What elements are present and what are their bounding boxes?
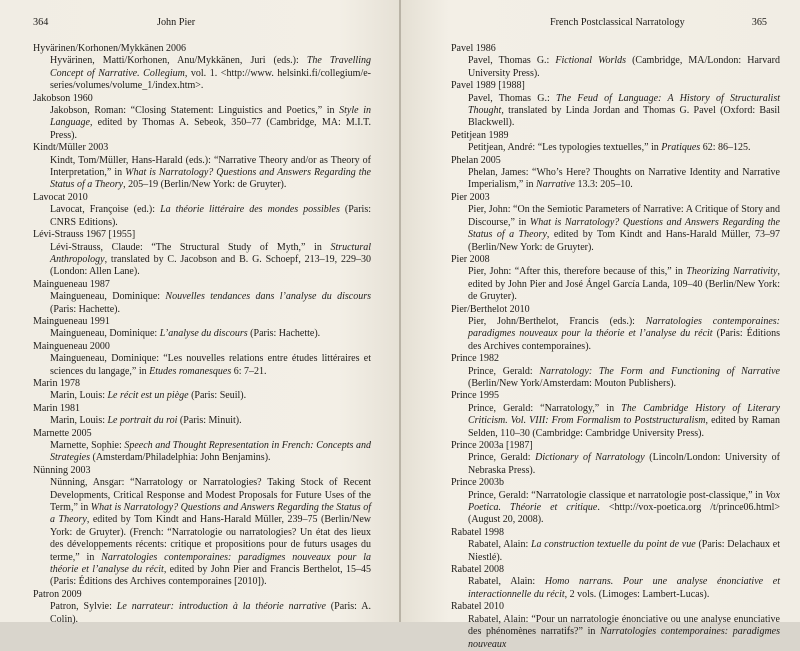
italic-title: Structural Anthropology [50,241,371,265]
italic-title: Homo narrans. Pour une analyse énonciative et interactionnelle du récit [468,576,780,600]
reference-text: , edited by Tom Kindt and Hans-Harald Müller, 73–97 (Berlin/New York: de Gruyter). [468,229,780,253]
entry-key: Prince 1995 [451,390,500,402]
reference-text: (Paris: Hachette). [50,303,120,315]
reference-text: , edited by Tom Kindt and Hans-Harald Müller, 239–75 (Berlin/New York: de Gruyter). (French: “Narratologie ou narratologies? Un état des lieux des développements récents: critique et propositions pour de futurs usages du terme,” in [50,514,371,563]
entry-key: Phelan 2005 [451,154,501,166]
italic-title: Theorizing Narrativity [686,266,778,278]
entry-reference [50,55,371,92]
italic-title: What is Narratology? Questions and Answers Regarding the Status of a Theory [50,502,371,526]
reference-text: (Lincoln/London: University of Nebraska Press). [468,452,780,476]
reference-text: Prince, Gerald: [468,365,540,377]
entry-reference [468,266,780,303]
entry-reference [468,366,780,391]
bibliography-entry [33,316,371,341]
bibliography-entry [451,192,780,254]
entry-reference [50,204,371,229]
entry-reference [468,576,780,601]
reference-text: Rabatel, Alain: [468,576,545,588]
reference-text: Phelan, James: “Who’s Here? Thoughts on Narrative Identity and Narrative Imperialism,” in [468,167,780,191]
entry-key: Prince 1982 [451,353,500,365]
entry-reference [468,490,780,527]
entry-key: Marin 1978 [33,377,80,389]
bibliography-entry [33,142,371,192]
reference-text: Marin, Louis: [50,390,108,402]
entry-reference [468,167,780,192]
italic-title: Le portrait du roi [107,415,178,427]
entry-reference [50,155,371,192]
entry-key: Maingueneau 1987 [33,278,110,290]
reference-text: (Cambridge, MA/London: Harvard University Press). [468,55,780,79]
bibliography-entry [451,80,780,130]
entry-reference [50,105,371,142]
bibliography-list [33,43,371,626]
italic-title: The Feud of Language: A History of Structuralist Thought [468,92,780,117]
reference-text: (Paris: Éditions des Archives contemporaines). [468,328,780,352]
bibliography-entry [33,192,371,229]
italic-title: Narratologies contemporaines: paradigmes nouveaux [468,626,780,650]
reference-text: Prince, Gerald: [468,452,536,464]
reference-text: (Paris: Seuil). [188,390,247,402]
italic-title: Narratology: The Form and Functioning of Narrative [539,365,780,377]
italic-title: What is Narratology? Questions and Answers Regarding the Status of a Theory [50,167,371,191]
bibliography-entry [451,304,780,354]
reference-text: Pier, John: “After this, therefore because of this,” in [468,266,687,278]
entry-key: Marnette 2005 [33,427,92,439]
reference-text: Lavocat, Françoise (ed.): [50,204,161,216]
reference-text: , vol. 1. <http://www. helsinki.fi/collegium/e-series/volumes/volume_1/index.htm>. [50,67,371,92]
reference-text: Patron, Sylvie: [50,601,117,613]
entry-key: Lévi-Strauss 1967 [1955] [33,229,136,241]
entry-reference [50,390,371,402]
entry-key: Pavel 1986 [451,43,496,54]
right-page [401,0,800,650]
bibliography-entry [451,440,780,477]
entry-reference [468,452,780,477]
bibliography-entry [451,353,780,390]
entry-reference [468,614,780,651]
bibliography-entry [451,477,780,527]
reference-text: 6: 7–21. [231,365,267,377]
bibliography-list [451,43,780,651]
running-head-title: French Postclassical Narratology [550,17,685,28]
reference-text: Lévi-Strauss, Claude: “The Structural Study of Myth,” in [50,241,331,253]
reference-text: , edited by Raman Selden, 110–30 (Cambridge: Cambridge University Press). [468,415,780,439]
bibliography-entry [33,465,371,589]
entry-key: Marin 1981 [33,402,80,414]
italic-title: Etudes romanesques [149,365,232,377]
entry-key: Petitjean 1989 [451,129,509,141]
reference-text: Maingueneau, Dominique: [50,328,160,340]
italic-title: Speech and Thought Representation in French: Concepts and Strategies [50,440,371,464]
entry-reference [468,142,780,154]
left-running-head [33,16,366,30]
entry-key: Pavel 1989 [1988] [451,80,525,92]
reference-text: Rabatel, Alain: “Pour un narratologie énonciative ou une analyse enunciative des phénomènes narratifs?” in [468,613,780,638]
bibliography-entry [33,229,371,279]
reference-text: , 205–19 (Berlin/New York: de Gruyter). [123,179,287,191]
entry-key: Pier 2003 [451,191,490,203]
entry-reference [468,539,780,564]
bibliography-entry [33,589,371,626]
entry-reference [468,93,780,130]
reference-text: Pavel, Thomas G.: [468,55,556,67]
entry-reference [50,328,371,340]
entry-key: Pier 2008 [451,253,490,265]
entry-key: Patron 2009 [33,588,82,600]
entry-reference [468,55,780,80]
bibliography-entry [33,403,371,428]
entry-reference [50,353,371,378]
bibliography-entry [451,254,780,304]
reference-text: Pavel, Thomas G.: [468,92,557,104]
bibliography-entry [451,155,780,192]
reference-text: Pier, John/Berthelot, Francis (eds.): [468,315,646,327]
bibliography-entry [33,93,371,143]
italic-title: Narratologies contemporaines: paradigmes nouveaux pour la théorie et l’analyse du récit [50,551,371,576]
bibliography-entry [33,378,371,403]
italic-title: What is Narratology? Questions and Answers Regarding the Status of a Theory [468,216,780,241]
reference-text: Marnette, Sophie: [50,440,125,451]
reference-text: (Paris: Delachaux et Niestlé). [468,539,780,563]
entry-reference [50,477,371,589]
entry-key: Pier/Berthelot 2010 [451,303,530,315]
italic-title: L’analyse du discours [159,328,248,340]
reference-text: 13.3: 205–10. [574,179,633,191]
reference-text: (Amsterdam/Philadelphia: John Benjamins). [90,452,271,464]
reference-text: , translated by C. Jacobson and B. G. Schoepf, 213–19, 229–30 (London: Allen Lane). [50,253,371,278]
reference-text: (Paris: Minuit). [177,415,242,427]
reference-text: , translated by Linda Jordan and Thomas G. Pavel (Oxford: Basil Blackwell). [468,105,780,129]
entry-reference [50,242,371,279]
italic-title: Style in Language [50,105,371,129]
reference-text: Pier, John: “On the Semiotic Parameters of Narrative: A Critique of Story and Discourse,” in [468,204,780,228]
bibliography-entry [451,601,780,651]
bibliography-entry [451,43,780,80]
entry-reference [468,204,780,254]
reference-text: Prince, Gerald: “Narratology,” in [468,402,622,414]
italic-title: Vox Poetica. Théorie et critique [468,489,780,514]
bibliography-entry [451,130,780,155]
bibliography-entry [33,279,371,316]
page-number: 364 [33,17,49,28]
reference-text: 62: 86–125. [700,142,751,154]
entry-key: Hyvärinen/Korhonen/Mykkänen 2006 [33,43,187,54]
bibliography-entry [33,43,371,93]
italic-title: Le narrateur: introduction à la théorie narrative [116,601,326,613]
reference-text: Marin, Louis: [50,415,108,427]
reference-text: Hyvärinen, Matti/Korhonen, Anu/Mykkänen, Juri (eds.): [50,55,307,67]
entry-reference [50,291,371,316]
italic-title: The Travelling Concept of Narrative. Collegium [50,55,371,79]
right-running-head [434,16,767,30]
entry-key: Rabatel 2008 [451,564,505,576]
entry-key: Maingueneau 1991 [33,315,110,327]
reference-text: , edited by John Pier and Francis Berthelot, 15–45 (Paris: Éditions des Archives contemporaines [2010]). [50,564,371,588]
reference-text: , 2 vols. (Limoges: Lambert-Lucas). [564,588,710,600]
page-number: 365 [751,17,767,28]
entry-reference [50,415,371,427]
bibliography-entry [33,341,371,378]
reference-text: Rabatel, Alain: [468,539,531,551]
italic-title: Dictionary of Narratology [535,452,645,464]
reference-text: (Paris: CNRS Editions). [50,204,372,228]
entry-key: Maingueneau 2000 [33,340,110,352]
bibliography-entry [451,564,780,601]
entry-reference [468,403,780,440]
reference-text: (Berlin/New York/Amsterdam: Mouton Publishers). [468,377,677,389]
italic-title: Narrative [536,179,575,191]
left-page [0,0,399,625]
entry-key: Kindt/Müller 2003 [33,142,109,154]
entry-reference [468,316,780,353]
bibliography-entry [451,527,780,564]
entry-key: Lavocat 2010 [33,191,88,203]
italic-title: La théorie littéraire des mondes possibles [160,204,340,216]
reference-text: Maingueneau, Dominique: “Les nouvelles relations entre études littéraires et sciences du langage,” in [50,353,371,377]
italic-title: Le récit est un piège [107,390,189,402]
italic-title: Nouvelles tendances dans l’analyse du discours [165,291,372,303]
italic-title: La construction textuelle du point de vue [530,539,696,551]
italic-title: Pratiques [661,142,701,154]
bibliography-entry [33,428,371,465]
bibliography-entry [451,390,780,440]
reference-text: , edited by Thomas A. Sebeok, 350–77 (Cambridge, MA: M.I.T. Press). [50,117,371,141]
reference-text: Prince, Gerald: “Narratologie classique et narratologie post-classique,” in [468,489,766,501]
entry-key: Prince 2003b [451,477,505,489]
reference-text: , edited by John Pier and José Ángel García Landa, 109–40 (Berlin/New York: de Gruyter). [468,266,780,303]
running-head-author: John Pier [157,17,196,28]
entry-reference [50,440,371,465]
reference-text: (Paris: A. Colin). [50,601,371,625]
reference-text: Nünning, Ansgar: “Narratology or Narratologies? Taking Stock of Recent Developments, Critical Response and Modest Proposals for Future Uses of the Term,” in [50,477,371,514]
reference-text: . <http://vox-poetica.org /t/prince06.html> (August 20, 2008). [468,502,780,526]
italic-title: The Cambridge History of Literary Criticism. Vol. VIII: From Formalism to Poststructuralism [468,402,781,427]
entry-key: Rabatel 1998 [451,526,505,538]
entry-reference [50,601,371,626]
italic-title: Fictional Worlds [555,55,627,67]
reference-text: Jakobson, Roman: “Closing Statement: Linguistics and Poetics,” in [50,105,340,117]
entry-key: Jakobson 1960 [33,92,93,104]
italic-title: Narratologies contemporaines: paradigmes nouveaux pour la théorie et l’analyse du récit [468,315,780,340]
reference-text: Kindt, Tom/Müller, Hans-Harald (eds.): “Narrative Theory and/or as Theory of Interpretation,” in [50,154,371,179]
entry-key: Prince 2003a [1987] [451,440,533,451]
entry-key: Nünning 2003 [33,464,91,476]
reference-text: Maingueneau, Dominique: [50,291,166,303]
reference-text: (Paris: Hachette). [247,328,321,340]
reference-text: Petitjean, André: “Les typologies textuelles,” in [468,142,662,154]
entry-key: Rabatel 2010 [451,601,505,613]
